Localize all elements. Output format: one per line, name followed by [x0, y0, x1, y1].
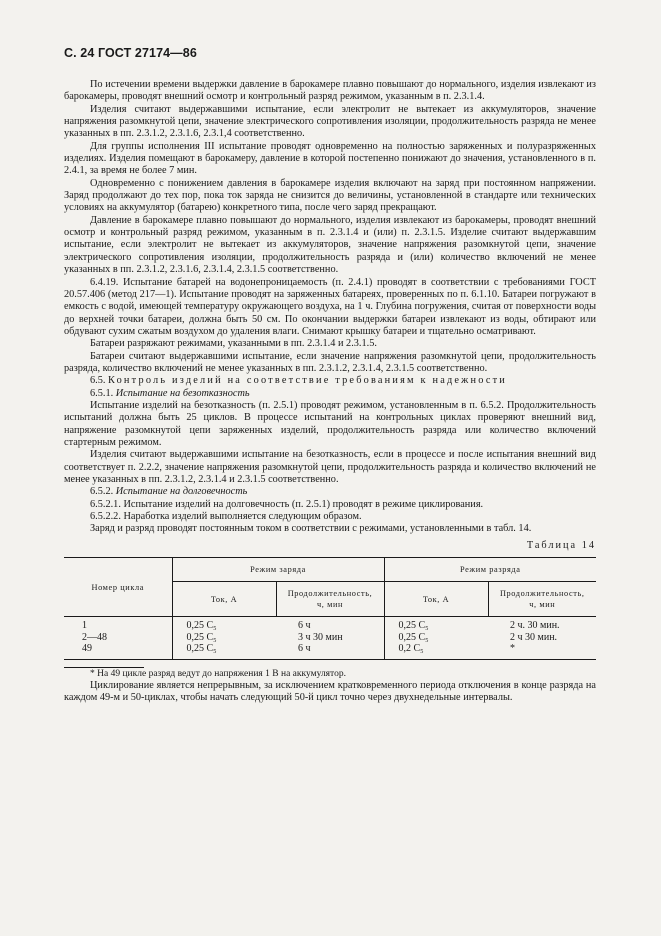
- cell-discharge-current: 0,25 C₅: [384, 632, 488, 644]
- header-line: ч, мин: [316, 600, 344, 610]
- subsection-heading-6-5-2: [64, 486, 596, 498]
- cell-cycle: 2—48: [82, 631, 107, 643]
- paragraph: Батареи считают выдержавшими испытание, если значение напряжения разомкнутой цепи, продолжительность разряда, количество включений не менее указанных в пп. 2.3.1.2, 2.3.1.4, 2.3.1.5 соответственно.: [64, 350, 596, 374]
- header-discharge-duration: [488, 582, 596, 617]
- cell-charge-duration: 6 ч: [298, 643, 311, 655]
- cell-discharge-duration: *: [510, 643, 515, 655]
- section-heading-6-5: [64, 375, 596, 387]
- document-body: [64, 79, 596, 704]
- cell-charge-current: 0,25 C₅: [172, 643, 276, 659]
- subsection-number: 6.5.1.: [90, 387, 114, 399]
- paragraph-closing: Циклирование является непрерывным, за исключением кратковременного периода отключения в конце разряда на каждом 49-м и 50-циклах, чтобы начать следующий 50-й цикл точно через двухнедельные интервалы.: [64, 679, 596, 703]
- cell-charge-current: 0,25 C₅: [172, 617, 276, 632]
- header-cycle-number: Номер цикла: [64, 558, 172, 617]
- paragraph: 6.4.19. Испытание батарей на водонепроницаемость (п. 2.4.1) проводят в соответствии с требованиями ГОСТ 20.57.406 (метод 217—1). Испытание проводят на заряженных батареях, проверенных по п. 6.1.10. Батареи погружают в емкость с водой, имеющей температуру окружающего воздуха, на 1 ч. Глубина погружения, считая от поверхности воды до верхней точки батареи, должна быть 50 см. По окончании выдержки батареи извлекают из воды, обтирают или обдувают сухим сжатым воздухом до удаления влаги. Снимают крышку батареи и тщательно осматривают.: [64, 276, 596, 337]
- cell-discharge-duration: 2 ч. 30 мин.: [510, 620, 560, 632]
- header-charge-mode: Режим заряда: [172, 558, 384, 582]
- paragraph: Изделия считают выдержавшими испытание, если электролит не вытекает из аккумуляторов, значение напряжения разомкнутой цепи, значение электрического сопротивления изоляции, продолжительность разряда не менее указанных в пп. 2.3.1.2, 2.3.1.6, 2.3.1,4 соответственно.: [64, 103, 596, 140]
- cell-discharge-current: 0,2 C₅: [384, 643, 488, 659]
- cell-discharge-duration: 2 ч 30 мин.: [510, 631, 558, 643]
- paragraph: По истечении времени выдержки давление в барокамере плавно повышают до нормального, изделия извлекают из барокамеры, проводят внешний осмотр и контрольный разряд режимом, указанным в п. 2.3.1.4.: [64, 79, 596, 103]
- table-caption: Таблица 14: [526, 539, 596, 551]
- paragraph: Батареи разряжают режимами, указанными в пп. 2.3.1.4 и 2.3.1.5.: [90, 338, 377, 350]
- header-charge-current: Ток, А: [172, 582, 276, 617]
- header-line: Продолжительность,: [287, 589, 373, 599]
- table-14: [64, 557, 596, 660]
- table-row: [64, 632, 596, 644]
- paragraph: Изделия считают выдержавшими испытание на безотказность, если в процессе и после испытания внешний вид соответствует п. 2.2.2, значение напряжения разомкнутой цепи, продолжительность разряда и количество включений не менее указанных в пп. 2.3.1.2, 2.3.1.4 и 2.3.1.5 соответственно.: [64, 449, 596, 485]
- table-row: [64, 617, 596, 632]
- cell-charge-current: 0,25 C₅: [172, 632, 276, 644]
- header-charge-duration: [276, 582, 384, 617]
- subsection-title: Испытание на безотказность: [115, 387, 250, 399]
- section-number: 6.5.: [90, 375, 106, 387]
- paragraph: Испытание изделий на безотказность (п. 2.5.1) проводят режимом, установленным в п. 6.5.2. Продолжительность испытаний должна быть 25 циклов. В процессе испытаний на контрольных циклах проверяют внешний вид, напряжение разомкнутой цепи заряженных изделий, продолжительность разряда или количество включений стартерным режимом.: [64, 399, 596, 448]
- paragraph: Для группы исполнения III испытание проводят одновременно на полностью заряженных и полуразряженных изделиях. Изделия помещают в барокамеру, давление в которой постепенно понижают до значения, установленного в п. 2.4.1, за время не более 7 мин.: [64, 140, 596, 177]
- paragraph: Заряд и разряд проводят постоянным током в соответствии с режимами, установленными в табл. 14.: [90, 523, 532, 535]
- subsection-title: Испытание на долговечность: [115, 486, 248, 498]
- cell-cycle: 1: [82, 620, 87, 632]
- paragraph: Одновременно с понижением давления в барокамере изделия включают на заряд при постоянном напряжении. Заряд продолжают до тех пор, пока ток заряда не снизится до величины, установленной в стандарте или технических условиях на аккумулятор (батарею) конкретного типа, после чего заряд прекращают.: [64, 177, 596, 214]
- paragraph: 6.5.2.1. Испытание изделий на долговечность (п. 2.5.1) проводят в режиме циклирования.: [90, 498, 484, 510]
- header-line: ч, мин: [529, 600, 556, 610]
- header-discharge-mode: Режим разряда: [384, 558, 596, 582]
- cell-discharge-current: 0,25 C₅: [384, 617, 488, 632]
- cell-cycle: 49: [82, 643, 92, 655]
- subsection-heading-6-5-1: [64, 388, 596, 400]
- subsection-number: 6.5.2.: [90, 486, 114, 498]
- section-title: Контроль изделий на соответствие требованиям к надежности: [108, 375, 507, 387]
- page-header: С. 24 ГОСТ 27174—86: [64, 46, 197, 60]
- paragraph: Давление в барокамере плавно повышают до нормального, изделия извлекают из барокамеры, проводят внешний осмотр и контрольный разряд режимом, указанным в п. 2.3.1.4 и (или) п. 2.3.1.5. Изделие считают выдержавшим испытание, если электролит не вытекает из аккумуляторов, значение напряжения разомкнутой цепи, значение электрического сопротивления изоляции, продолжительность разряда и (или) количество включений не менее указанных в пп. 2.3.1.2, 2.3.1.6, 2.3.1.4, 2.3.1.5 соответственно.: [64, 214, 596, 276]
- cell-charge-duration: 3 ч 30 мин: [298, 631, 343, 643]
- table-row: [64, 643, 596, 659]
- paragraph: 6.5.2.2. Наработка изделий выполняется следующим образом.: [90, 511, 362, 523]
- header-discharge-current: Ток, А: [384, 582, 488, 617]
- cell-charge-duration: 6 ч: [298, 620, 311, 632]
- header-line: Продолжительность,: [499, 589, 585, 599]
- footnote: * На 49 цикле разряд ведут до напряжения 1 В на аккумулятор.: [90, 668, 346, 679]
